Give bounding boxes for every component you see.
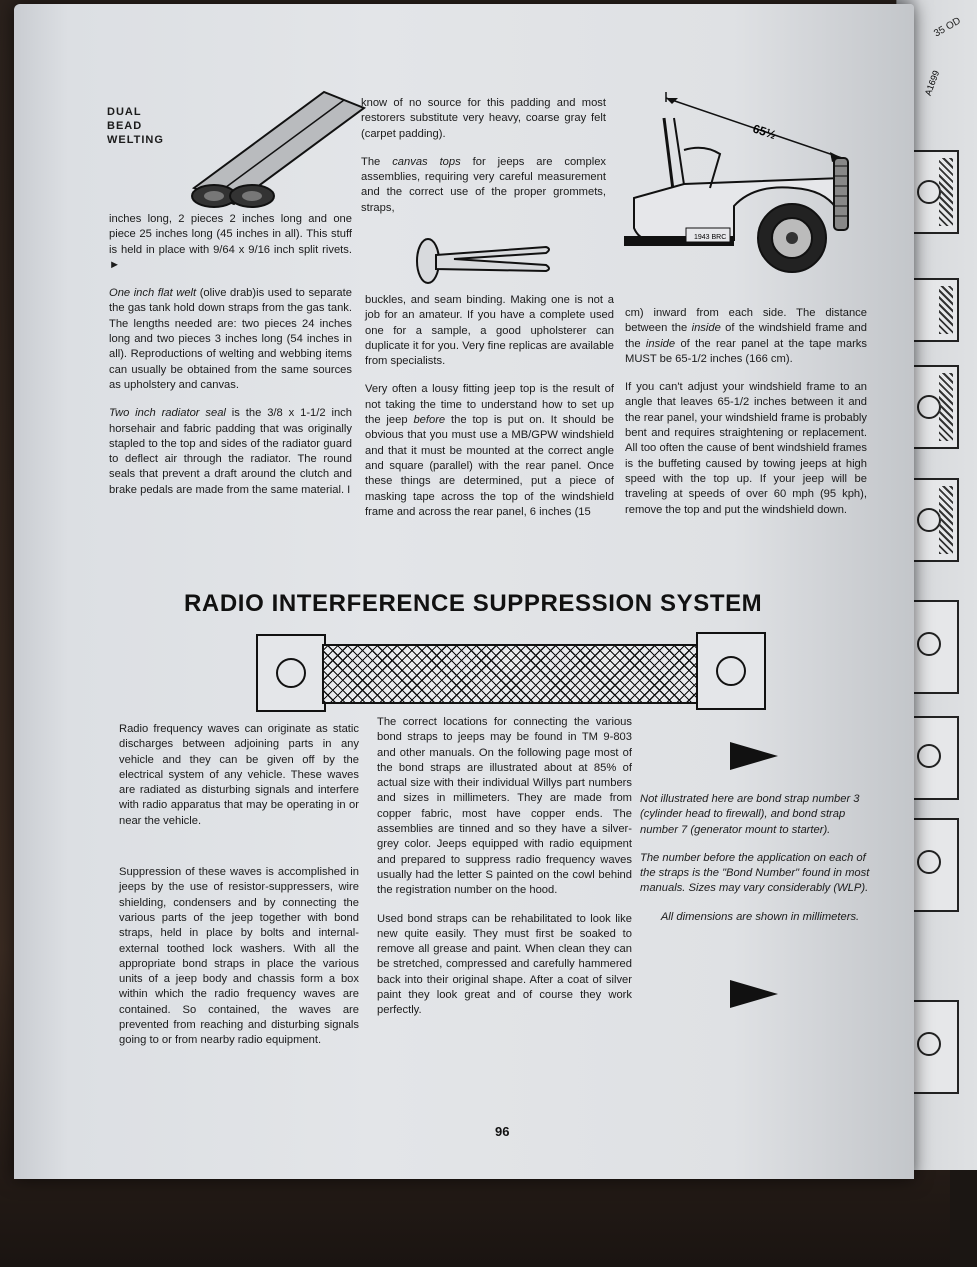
page-number: 96 <box>495 1124 510 1139</box>
jeep-illustration <box>624 88 859 278</box>
paragraph <box>361 96 606 142</box>
book-page <box>14 4 914 1179</box>
arrow-right-icon <box>730 980 778 1008</box>
text-span: is the 3/8 x 1-1/2 inch horsehair and fabric padding that was originally stapled to the top and sides of the radiator guard to deflect air through the radiator. The round seals that prevent a draft around the clutch and brake pedals are made from the same material. I <box>109 407 352 496</box>
column-2-text-bottom <box>365 293 614 533</box>
bottom-column-1-text <box>119 722 359 1062</box>
paragraph <box>640 910 880 925</box>
text-span: Used bond straps can be rehabilitated to look like new quite easily. They must first be soaked to remove all grease and paint. When clean they can be stretched, compressed and carefully hammered back into their original shape. After a coat of silver paint they look great and of course they work perfectly. <box>377 912 632 1017</box>
text-emphasis: inside <box>691 322 721 335</box>
text-span: of the rear panel at the tape marks MUST be 65-1/2 inches (166 cm). <box>625 337 867 365</box>
column-2-text-top <box>361 96 606 229</box>
arrow-right-icon <box>730 742 778 770</box>
text-span: know of no source for this padding and most restorers substitute very heavy, coarse gray felt (carpet padding). <box>361 97 606 140</box>
strap-end-left <box>256 634 326 712</box>
strap-braid <box>322 644 700 704</box>
text-span: the top is put on. It should be obvious that you must use a MB/GPW windshield and that it must be mounted at the correct angle and square (parallel) with the rear panel. Once these things are determined, put a piece of masking tape across the top of the windshield frame and across the rear panel, 6 inches (15 <box>365 414 614 518</box>
text-span: inches long, 2 pieces 2 inches long and one piece 25 inches long (45 inches in all). This stuff is held in place with 9/64 x 9/16 inch split rivets. ► <box>109 213 352 271</box>
text-span: Very often a lousy fitting jeep top is the result of not taking the time to understand how to set up the jeep <box>365 383 614 427</box>
next-page-corner-label: 35 OD <box>932 15 963 40</box>
section-title: RADIO INTERFERENCE SUPPRESSION SYSTEM <box>184 590 763 617</box>
welting-label-line: BEAD <box>107 120 143 132</box>
paragraph <box>109 406 352 498</box>
bottom-column-2-text <box>377 715 632 1032</box>
paragraph <box>625 380 867 518</box>
welting-illustration <box>174 70 374 220</box>
bottom-column-3-text <box>640 792 880 938</box>
text-emphasis: canvas tops <box>392 155 461 168</box>
paragraph <box>361 155 606 216</box>
bond-strap-illustration <box>256 634 766 710</box>
text-span: cm) inward from each side. The distance between the <box>625 307 867 335</box>
paragraph <box>109 286 352 393</box>
vehicle-marking: 1943 BRC <box>694 234 727 241</box>
next-page-tag: A1699 <box>922 69 942 97</box>
text-span: buckles, and seam binding. Making one is not a job for an amateur. If you have a complete used one for a sample, a good upholsterer can duplicate it for you. Very fine replicas are available from specialists. <box>365 294 614 368</box>
paragraph <box>377 912 632 1019</box>
text-span: Not illustrated here are bond strap number 3 (cylinder head to firewall), and bond strap number 7 (generator mount to starter). <box>640 793 860 836</box>
text-emphasis: before <box>413 414 446 427</box>
text-span: All dimensions are shown in millimeters. <box>660 910 860 923</box>
text-span: Suppression of these waves is accomplished in jeeps by the use of resistor-suppressers, wire shielding, condensers and by connecting the various parts of the jeep together with bond straps, held in place by bolts and internal-external toothed lock washers. With all the appropriate bond straps in place the various units of a jeep body and chassis form a box within which the radio frequency waves are contained. So contained, the waves are prevented from reaching and disturbing signals going to or from nearby radio equipment. <box>119 866 359 1047</box>
text-span: Radio frequency waves can originate as static discharges between adjoining parts in any vehicle and they can be given off by the electrical system of any vehicle. These waves are radiated as disturbing signals and interfere with radio apparatus that may be operating in or near the vehicle. <box>119 723 359 827</box>
paragraph <box>625 306 867 367</box>
text-span: The correct locations for connecting the various bond straps to jeeps may be found in TM 9-803 and other manuals. On the following page most of the bond straps are illustrated about at 85% of actual size with their individual Willys part numbers and sizes in millimeters. They are made from copper fabric, most have copper ends. The assemblies are tinned and so they have a silver-grey color. Jeeps equipped with radio equipment and prepared to suppress radio frequency waves usually had the letter S painted on the cowl behind the registration number on the hood. <box>377 716 632 897</box>
column-3-text <box>625 306 867 531</box>
paragraph <box>365 293 614 369</box>
paragraph <box>377 715 632 899</box>
paragraph <box>640 851 880 897</box>
rivet-illustration <box>414 229 554 289</box>
text-span: of the windshield frame and the <box>625 322 867 350</box>
paragraph <box>365 382 614 520</box>
text-span: for jeeps are complex assemblies, requiring very careful measurement and the correct use of the proper grommets, straps, <box>361 155 607 214</box>
text-emphasis: One inch flat welt <box>109 287 197 300</box>
paragraph <box>640 792 880 838</box>
welting-label-line: DUAL <box>107 106 142 118</box>
text-span: The number before the application on each of the straps is the "Bond Number" found in most manuals. Sizes may vary considerably (WLP). <box>640 851 870 895</box>
text-emphasis: inside <box>645 337 676 350</box>
welting-label-line: WELTING <box>107 134 164 146</box>
column-1-text <box>109 212 352 511</box>
welting-label <box>107 105 164 147</box>
text-span: If you can't adjust your windshield frame to an angle that leaves 65-1/2 inches between it and the rear panel, your windshield frame is probably bent and requires straightening or replacement. All too often the cause of bent windshield frames is the buffeting caused by towing jeeps at high speed with the top up. If your jeep will be traveling at speeds of over 60 mph (95 kph), remove the top and put the windshield down. <box>625 381 867 516</box>
windshield-dimension-label: 65½ <box>751 121 778 143</box>
paragraph <box>109 212 352 273</box>
paragraph <box>119 722 359 829</box>
text-emphasis: Two inch radiator seal <box>109 407 226 420</box>
text-span: (olive drab)is used to separate the gas tank hold down straps from the gas tank. The lengths needed are: two pieces 24 inches long and two pieces 3 inches long (54 inches in all). Reproductions of welting and webbing items can usually be obtained from the same sources as upholstery and canvas. <box>109 287 352 391</box>
text-span: The <box>361 155 393 168</box>
strap-end-right <box>696 632 766 710</box>
paragraph <box>119 865 359 1049</box>
